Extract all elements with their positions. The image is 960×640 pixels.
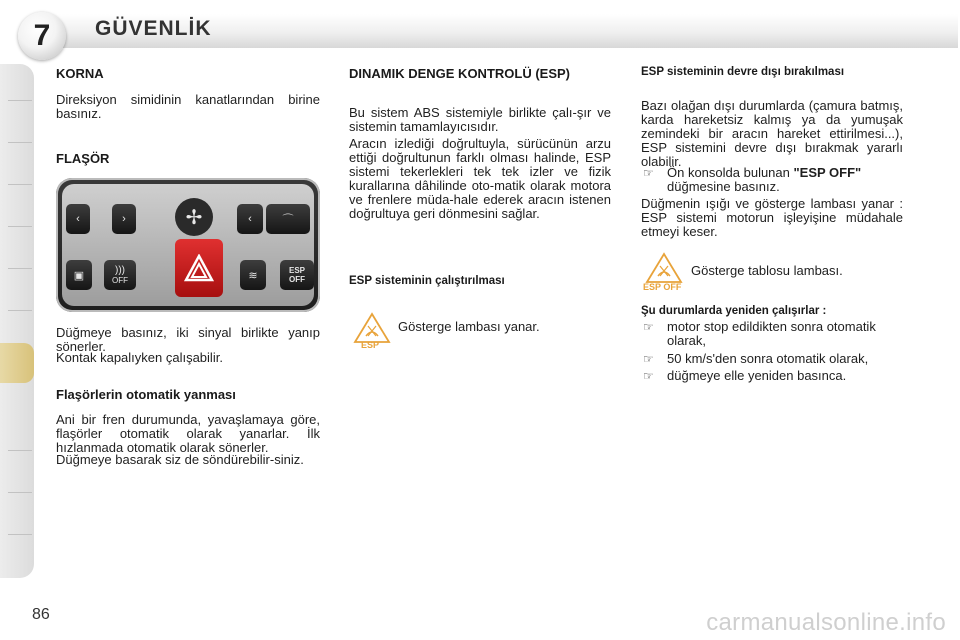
hazard-triangle-icon (184, 254, 214, 282)
esp-lamp-on-text: Gösterge lambası yanar. (398, 319, 540, 334)
tab-divider (8, 184, 32, 185)
esp-off-bullet (643, 166, 905, 194)
watermark: carmanualsonline.info (706, 609, 946, 636)
list-item (643, 320, 905, 348)
reactivation-heading: Şu durumlarda yeniden çalışırlar : (641, 305, 827, 317)
left-arrow-button: ‹ (237, 204, 263, 234)
korna-heading: KORNA (56, 66, 104, 81)
page-title: GÜVENLİK (95, 17, 212, 40)
pointing-hand-icon: ☞ (643, 166, 654, 180)
hazard-switch-panel-image (56, 178, 320, 312)
esp-heading: DINAMIK DENGE KONTROLÜ (ESP) (349, 66, 570, 81)
esp-deactivation-heading: ESP sisteminin devre dışı bırakılması (641, 66, 845, 78)
esp-lamp-label: ESP (361, 340, 380, 350)
tab-divider (8, 142, 32, 143)
hazard-button (175, 239, 223, 297)
auto-hazard-heading: Flaşörlerin otomatik yanması (56, 387, 236, 402)
auto-hazard-text-2: Düğmeye basarak siz de söndürebilir-siniz. (56, 452, 304, 467)
list-item-text: düğmeye elle yeniden basınca. (667, 368, 847, 383)
flasor-text-1: Düğmeye basınız, iki sinyal birlikte yanıp sönerler. (56, 325, 320, 354)
panel-lamp-text: Gösterge tablosu lambası. (691, 263, 843, 278)
right-arrow-button: › (112, 204, 136, 234)
esp-warning-lamp-icon (352, 312, 392, 352)
page-number: 86 (32, 606, 50, 623)
esp-text-1: Bu sistem ABS sistemiyle birlikte çalı-şır ve sistemin tamamlayıcısıdır. (349, 105, 611, 134)
list-item (643, 369, 905, 383)
esp-activation-heading: ESP sisteminin çalıştırılması (349, 275, 505, 287)
korna-text: Direksiyon simidinin kanatlarından birine basınız. (56, 92, 320, 121)
esp-off-warning-lamp-icon (642, 252, 688, 294)
esp-off-button: ESP OFF (280, 260, 314, 290)
list-item-text: motor stop edildikten sonra otomatik olarak, (667, 319, 876, 348)
seat-icon-button: ⌒ (266, 204, 310, 234)
chapter-tabs (0, 64, 34, 578)
pointing-hand-icon: ☞ (643, 352, 654, 366)
tab-divider (8, 226, 32, 227)
auto-hazard-text-1: Ani bir fren durumunda, yavaşlamaya göre, flaşörler otomatik olarak yanarlar. İlk hızlanmada otomatik olarak sönerler. (56, 412, 320, 455)
chapter-number: 7 (18, 12, 66, 60)
tab-chapter-7-active[interactable] (0, 343, 34, 383)
flasor-text-2: Kontak kapalıyken çalışabilir. (56, 350, 223, 365)
flasor-heading: FLAŞÖR (56, 151, 110, 166)
list-item-text: 50 km/s'den sonra otomatik olarak, (667, 351, 869, 366)
seat-heat-button: ≋ (240, 260, 266, 290)
list-item (643, 352, 905, 366)
tab-divider (8, 534, 32, 535)
tab-divider (8, 100, 32, 101)
fan-icon: ✢ (175, 198, 213, 236)
lock-icon-button: ▣ (66, 260, 92, 290)
esp-text-2: Aracın izlediği doğrultuyla, sürücünün arzu ettiği doğrultunun farklı olması halinde, ESP sistemi tekerlekleri tek tek izler ve fizik kurallarına dâhilinde oto-matik olarak motora ve frenlere müda-hale ederek aracın istenen doğrultuya geri dönmesini sağlar. (349, 136, 611, 221)
esp-off-button-label: "ESP OFF" (793, 165, 862, 180)
esp-deactivation-text-1: Bazı olağan dışı durumlarda (çamura batmış, karda hareketsiz kalmış ya da yumuşak zemindeki bir aracın hareket ettirilmesi...), ESP sistemini devre dışı bırakmak yararlı olabilir. (641, 98, 903, 169)
tab-divider (8, 310, 32, 311)
alarm-off-label: OFF (112, 276, 128, 285)
esp-off-bullet-text-2: düğmesine basınız. (667, 179, 780, 194)
esp-off-bullet-text: Ön konsolda bulunan (667, 165, 794, 180)
pointing-hand-icon: ☞ (643, 320, 654, 334)
tab-divider (8, 450, 32, 451)
alarm-off-button: ))) OFF (104, 260, 136, 290)
tab-divider (8, 492, 32, 493)
esp-off-lamp-label: ESP OFF (643, 282, 682, 292)
left-arrow-button: ‹ (66, 204, 90, 234)
pointing-hand-icon: ☞ (643, 369, 654, 383)
tab-divider (8, 268, 32, 269)
esp-deactivation-text-2: Düğmenin ışığı ve gösterge lambası yanar : ESP sistemi motorun işleyişine müdahale etmeyi keser. (641, 196, 903, 239)
